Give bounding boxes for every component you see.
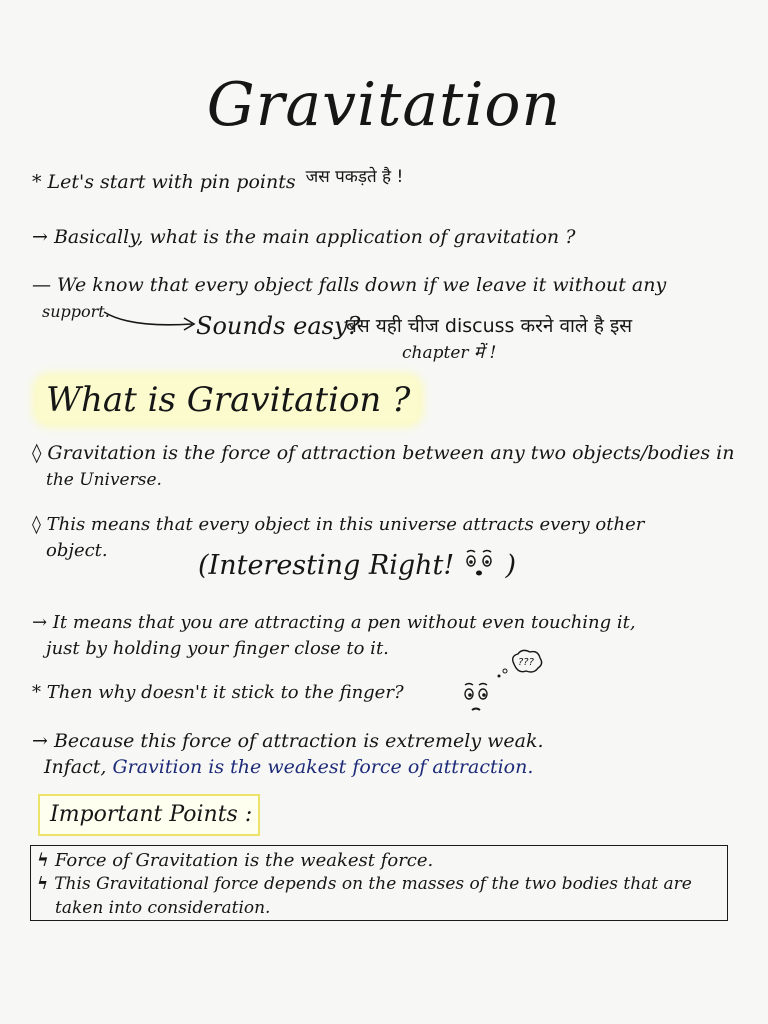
- lightning-bullet-icon: ϟ: [37, 874, 49, 894]
- intro-chapter-text: chapter में !: [402, 343, 497, 363]
- curved-arrow-icon: [100, 302, 200, 332]
- intro-start-text: * Let's start with pin points: [32, 171, 296, 193]
- intro-question-line: → Basically, what is the main application of gravitation ?: [32, 226, 576, 248]
- sounds-easy-text: Sounds easy?: [196, 312, 361, 340]
- because-line: → Because this force of attraction is extremely weak.: [32, 730, 544, 752]
- important-points-box: [30, 845, 728, 921]
- intro-know-line-1: — We know that every object falls down if we leave it without any: [32, 274, 667, 296]
- important-point-2-text: This Gravitational force depends on the masses of the two bodies that are: [54, 874, 692, 894]
- definition-line-1: ◊ Gravitation is the force of attraction between any two objects/bodies in: [32, 442, 735, 464]
- thought-bubble-icon: [496, 646, 546, 682]
- surprised-face-icon: [463, 548, 497, 578]
- intro-start-hindi: जस पकड़ते है !: [305, 167, 404, 187]
- infact-line: [44, 756, 533, 778]
- interesting-close-paren: ): [505, 550, 516, 581]
- important-point-1: [37, 850, 433, 871]
- important-point-2: [37, 874, 692, 894]
- intro-hindi-discuss: बस यही चीज discuss करने वाले है इस: [346, 315, 633, 337]
- side-eyes-icon: [462, 682, 492, 716]
- infact-blue-text: Gravition is the weakest force of attraction.: [112, 756, 534, 778]
- section-heading: What is Gravitation ?: [38, 378, 418, 422]
- definition-line-2: the Universe.: [46, 470, 162, 490]
- intro-start-line: [32, 167, 404, 193]
- intro-know-line-2: support.: [42, 302, 110, 321]
- important-point-2-continued: taken into consideration.: [55, 898, 271, 918]
- important-point-1-text: Force of Gravitation is the weakest force.: [54, 850, 434, 871]
- page-title: Gravitation: [206, 70, 562, 140]
- pen-line-1: → It means that you are attracting a pen without even touching it,: [32, 612, 636, 633]
- important-points-label: Important Points :: [38, 794, 260, 836]
- thought-bubble-text: ???: [518, 657, 534, 668]
- interesting-right-note: [198, 548, 516, 581]
- interesting-text: (Interesting Right!: [198, 550, 455, 581]
- infact-prefix: Infact,: [44, 756, 107, 778]
- pen-line-2: just by holding your finger close to it.: [46, 638, 389, 659]
- lightning-bullet-icon: ϟ: [37, 850, 49, 871]
- then-question-line: * Then why doesn't it stick to the finger?: [32, 682, 404, 703]
- means-line-1: ◊ This means that every object in this universe attracts every other: [32, 514, 645, 535]
- means-line-2: object.: [46, 540, 108, 561]
